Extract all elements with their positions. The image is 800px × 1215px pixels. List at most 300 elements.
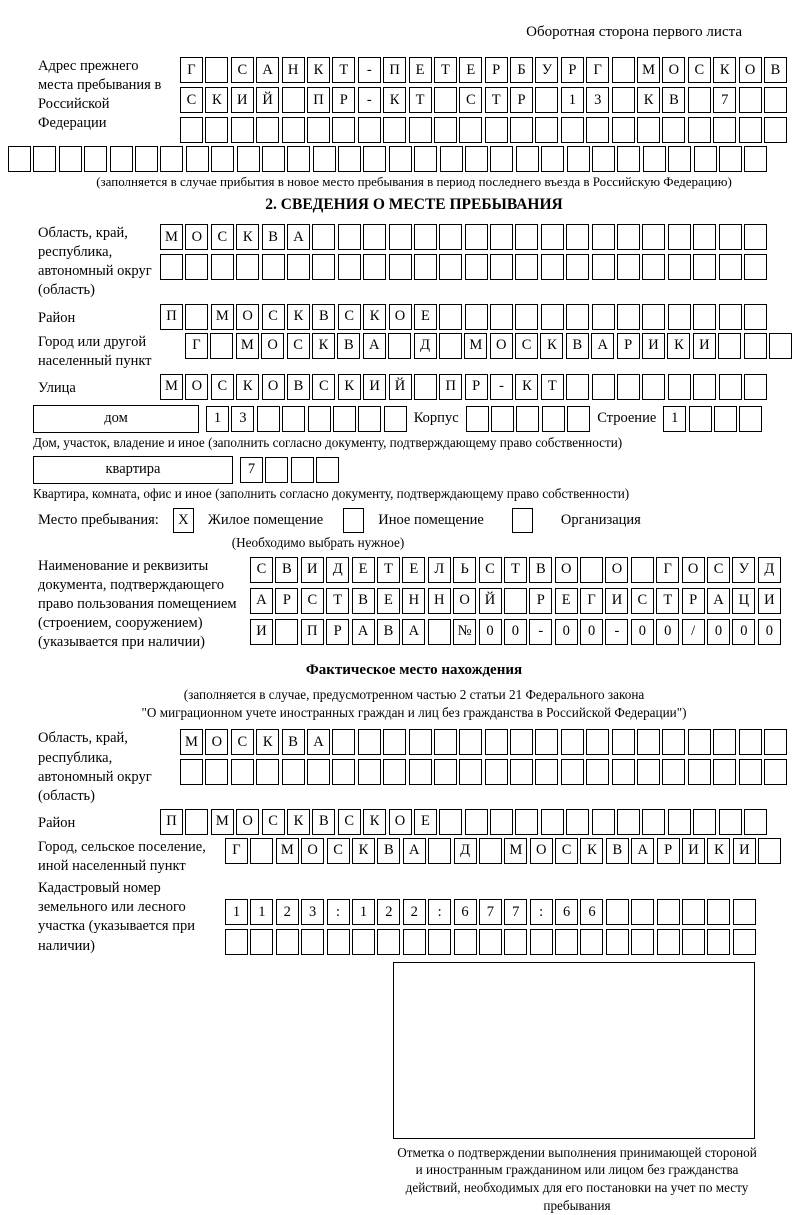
char-cell[interactable]	[307, 117, 330, 143]
char-cell[interactable]: -	[529, 619, 552, 645]
char-cell[interactable]: В	[566, 333, 589, 359]
char-cell[interactable]: Т	[434, 57, 457, 83]
char-cell[interactable]: 0	[580, 619, 603, 645]
char-cell[interactable]: И	[250, 619, 273, 645]
char-cell[interactable]	[186, 146, 209, 172]
char-cell[interactable]	[744, 224, 767, 250]
char-cell[interactable]	[250, 838, 273, 864]
char-cell[interactable]	[358, 759, 381, 785]
char-cell[interactable]	[282, 406, 305, 432]
char-cell[interactable]: В	[377, 838, 400, 864]
char-cell[interactable]	[606, 929, 629, 955]
char-cell[interactable]	[586, 729, 609, 755]
char-cell[interactable]: 6	[555, 899, 578, 925]
char-cell[interactable]	[414, 374, 437, 400]
char-cell[interactable]: Р	[561, 57, 584, 83]
char-cell[interactable]	[612, 117, 635, 143]
char-cell[interactable]	[276, 929, 299, 955]
char-cell[interactable]	[459, 759, 482, 785]
char-cell[interactable]: Г	[656, 557, 679, 583]
char-cell[interactable]	[606, 899, 629, 925]
char-cell[interactable]	[739, 406, 762, 432]
char-cell[interactable]: М	[637, 57, 660, 83]
char-cell[interactable]: К	[707, 838, 730, 864]
char-cell[interactable]: В	[662, 87, 685, 113]
char-cell[interactable]: В	[529, 557, 552, 583]
char-cell[interactable]	[541, 304, 564, 330]
char-cell[interactable]: Т	[541, 374, 564, 400]
char-cell[interactable]	[434, 759, 457, 785]
char-cell[interactable]	[515, 254, 538, 280]
char-cell[interactable]: О	[453, 588, 476, 614]
char-cell[interactable]	[389, 224, 412, 250]
char-cell[interactable]: М	[504, 838, 527, 864]
char-cell[interactable]	[567, 406, 590, 432]
char-cell[interactable]	[643, 146, 666, 172]
char-cell[interactable]: Й	[389, 374, 412, 400]
char-cell[interactable]: Ь	[453, 557, 476, 583]
char-cell[interactable]	[210, 333, 233, 359]
char-cell[interactable]: У	[535, 57, 558, 83]
char-cell[interactable]: Н	[428, 588, 451, 614]
char-cell[interactable]	[617, 146, 640, 172]
char-cell[interactable]	[59, 146, 82, 172]
char-cell[interactable]	[439, 333, 462, 359]
char-cell[interactable]: :	[530, 899, 553, 925]
char-cell[interactable]	[504, 588, 527, 614]
char-cell[interactable]: Т	[326, 588, 349, 614]
char-cell[interactable]	[592, 146, 615, 172]
char-cell[interactable]	[363, 254, 386, 280]
char-cell[interactable]	[682, 929, 705, 955]
char-cell[interactable]	[428, 929, 451, 955]
char-cell[interactable]: И	[758, 588, 781, 614]
char-cell[interactable]: И	[682, 838, 705, 864]
char-cell[interactable]	[693, 224, 716, 250]
char-cell[interactable]: А	[307, 729, 330, 755]
char-cell[interactable]: К	[383, 87, 406, 113]
char-cell[interactable]: Е	[352, 557, 375, 583]
char-cell[interactable]	[490, 809, 513, 835]
char-cell[interactable]	[434, 117, 457, 143]
char-cell[interactable]	[485, 117, 508, 143]
char-cell[interactable]	[541, 254, 564, 280]
char-cell[interactable]: О	[530, 838, 553, 864]
char-cell[interactable]: 2	[377, 899, 400, 925]
char-cell[interactable]: М	[180, 729, 203, 755]
char-cell[interactable]: С	[327, 838, 350, 864]
char-cell[interactable]	[490, 304, 513, 330]
char-cell[interactable]: А	[363, 333, 386, 359]
char-cell[interactable]: М	[276, 838, 299, 864]
char-cell[interactable]	[389, 254, 412, 280]
char-cell[interactable]: У	[732, 557, 755, 583]
char-cell[interactable]	[668, 809, 691, 835]
char-cell[interactable]: О	[389, 809, 412, 835]
char-cell[interactable]	[637, 729, 660, 755]
char-cell[interactable]	[262, 146, 285, 172]
char-cell[interactable]	[282, 759, 305, 785]
char-cell[interactable]: К	[236, 374, 259, 400]
char-cell[interactable]: К	[352, 838, 375, 864]
char-cell[interactable]	[642, 809, 665, 835]
char-cell[interactable]	[617, 374, 640, 400]
char-cell[interactable]: 1	[663, 406, 686, 432]
char-cell[interactable]: Д	[326, 557, 349, 583]
char-cell[interactable]	[617, 254, 640, 280]
char-cell[interactable]: Е	[414, 304, 437, 330]
char-cell[interactable]: М	[160, 374, 183, 400]
char-cell[interactable]	[561, 759, 584, 785]
char-cell[interactable]	[764, 759, 787, 785]
char-cell[interactable]	[631, 929, 654, 955]
char-cell[interactable]: 3	[301, 899, 324, 925]
char-cell[interactable]	[566, 254, 589, 280]
char-cell[interactable]: В	[282, 729, 305, 755]
char-cell[interactable]: Н	[282, 57, 305, 83]
char-cell[interactable]: С	[515, 333, 538, 359]
char-cell[interactable]: А	[402, 619, 425, 645]
char-cell[interactable]	[668, 254, 691, 280]
char-cell[interactable]: -	[358, 57, 381, 83]
char-cell[interactable]	[515, 809, 538, 835]
char-cell[interactable]	[504, 929, 527, 955]
char-cell[interactable]: 7	[713, 87, 736, 113]
char-cell[interactable]: В	[287, 374, 310, 400]
char-cell[interactable]: С	[231, 57, 254, 83]
char-cell[interactable]: П	[439, 374, 462, 400]
char-cell[interactable]: С	[231, 729, 254, 755]
char-cell[interactable]: Т	[485, 87, 508, 113]
char-cell[interactable]: А	[403, 838, 426, 864]
char-cell[interactable]	[567, 146, 590, 172]
char-cell[interactable]	[160, 254, 183, 280]
char-cell[interactable]: 3	[586, 87, 609, 113]
char-cell[interactable]	[389, 146, 412, 172]
char-cell[interactable]: И	[733, 838, 756, 864]
char-cell[interactable]	[688, 729, 711, 755]
char-cell[interactable]: М	[236, 333, 259, 359]
char-cell[interactable]	[515, 224, 538, 250]
char-cell[interactable]	[744, 146, 767, 172]
char-cell[interactable]: И	[605, 588, 628, 614]
char-cell[interactable]	[282, 87, 305, 113]
char-cell[interactable]	[84, 146, 107, 172]
char-cell[interactable]: С	[250, 557, 273, 583]
char-cell[interactable]	[510, 117, 533, 143]
char-cell[interactable]: Р	[617, 333, 640, 359]
char-cell[interactable]: И	[301, 557, 324, 583]
char-cell[interactable]	[586, 117, 609, 143]
char-cell[interactable]	[516, 406, 539, 432]
char-cell[interactable]: К	[363, 809, 386, 835]
char-cell[interactable]	[383, 759, 406, 785]
char-cell[interactable]	[744, 254, 767, 280]
char-cell[interactable]: И	[693, 333, 716, 359]
char-cell[interactable]: О	[185, 224, 208, 250]
char-cell[interactable]	[769, 333, 792, 359]
char-cell[interactable]	[440, 146, 463, 172]
char-cell[interactable]	[491, 406, 514, 432]
char-cell[interactable]	[566, 224, 589, 250]
char-cell[interactable]	[205, 57, 228, 83]
char-cell[interactable]: С	[631, 588, 654, 614]
char-cell[interactable]	[668, 146, 691, 172]
char-cell[interactable]	[275, 619, 298, 645]
char-cell[interactable]	[439, 304, 462, 330]
char-cell[interactable]	[256, 759, 279, 785]
char-cell[interactable]: В	[377, 619, 400, 645]
char-cell[interactable]: О	[301, 838, 324, 864]
char-cell[interactable]	[542, 406, 565, 432]
char-cell[interactable]	[580, 929, 603, 955]
char-cell[interactable]: К	[338, 374, 361, 400]
char-cell[interactable]	[265, 457, 288, 483]
char-cell[interactable]	[689, 406, 712, 432]
char-cell[interactable]: 6	[454, 899, 477, 925]
char-cell[interactable]	[383, 117, 406, 143]
char-cell[interactable]	[180, 117, 203, 143]
char-cell[interactable]	[612, 729, 635, 755]
char-cell[interactable]	[466, 406, 489, 432]
char-cell[interactable]: С	[555, 838, 578, 864]
char-cell[interactable]: /	[682, 619, 705, 645]
char-cell[interactable]	[612, 87, 635, 113]
char-cell[interactable]	[301, 929, 324, 955]
char-cell[interactable]	[439, 254, 462, 280]
char-cell[interactable]: С	[459, 87, 482, 113]
char-cell[interactable]	[383, 729, 406, 755]
char-cell[interactable]	[662, 759, 685, 785]
char-cell[interactable]: К	[312, 333, 335, 359]
char-cell[interactable]	[744, 333, 767, 359]
char-cell[interactable]	[739, 729, 762, 755]
char-cell[interactable]	[516, 146, 539, 172]
char-cell[interactable]: -	[358, 87, 381, 113]
char-cell[interactable]: Е	[414, 809, 437, 835]
char-cell[interactable]	[205, 759, 228, 785]
char-cell[interactable]	[352, 929, 375, 955]
char-cell[interactable]	[33, 146, 56, 172]
char-cell[interactable]	[225, 929, 248, 955]
char-cell[interactable]	[668, 304, 691, 330]
char-cell[interactable]	[592, 254, 615, 280]
char-cell[interactable]	[282, 117, 305, 143]
char-cell[interactable]: -	[490, 374, 513, 400]
char-cell[interactable]: К	[307, 57, 330, 83]
char-cell[interactable]	[586, 759, 609, 785]
char-cell[interactable]: С	[180, 87, 203, 113]
char-cell[interactable]	[312, 254, 335, 280]
char-cell[interactable]: О	[555, 557, 578, 583]
char-cell[interactable]	[642, 374, 665, 400]
char-cell[interactable]: В	[352, 588, 375, 614]
char-cell[interactable]	[566, 809, 589, 835]
char-cell[interactable]: К	[667, 333, 690, 359]
char-cell[interactable]: Е	[459, 57, 482, 83]
char-cell[interactable]	[454, 929, 477, 955]
char-cell[interactable]: О	[662, 57, 685, 83]
char-cell[interactable]: М	[211, 809, 234, 835]
char-cell[interactable]	[668, 224, 691, 250]
char-cell[interactable]	[535, 759, 558, 785]
stay-type-checkbox-residential[interactable]: X	[173, 508, 194, 533]
char-cell[interactable]: К	[540, 333, 563, 359]
char-cell[interactable]	[333, 406, 356, 432]
char-cell[interactable]: В	[606, 838, 629, 864]
char-cell[interactable]	[510, 729, 533, 755]
char-cell[interactable]: Т	[377, 557, 400, 583]
char-cell[interactable]	[308, 406, 331, 432]
char-cell[interactable]: О	[261, 333, 284, 359]
char-cell[interactable]: В	[275, 557, 298, 583]
char-cell[interactable]	[414, 146, 437, 172]
char-cell[interactable]	[485, 729, 508, 755]
char-cell[interactable]: 6	[580, 899, 603, 925]
char-cell[interactable]	[211, 146, 234, 172]
char-cell[interactable]: Й	[479, 588, 502, 614]
char-cell[interactable]: Г	[580, 588, 603, 614]
char-cell[interactable]: П	[307, 87, 330, 113]
char-cell[interactable]	[384, 406, 407, 432]
char-cell[interactable]	[561, 117, 584, 143]
char-cell[interactable]: И	[363, 374, 386, 400]
char-cell[interactable]	[237, 146, 260, 172]
char-cell[interactable]	[439, 809, 462, 835]
char-cell[interactable]	[185, 304, 208, 330]
char-cell[interactable]	[688, 759, 711, 785]
char-cell[interactable]	[377, 929, 400, 955]
char-cell[interactable]	[287, 146, 310, 172]
char-cell[interactable]	[479, 929, 502, 955]
char-cell[interactable]: 7	[240, 457, 263, 483]
char-cell[interactable]	[465, 304, 488, 330]
char-cell[interactable]	[566, 374, 589, 400]
char-cell[interactable]	[327, 929, 350, 955]
char-cell[interactable]: К	[580, 838, 603, 864]
char-cell[interactable]: 1	[206, 406, 229, 432]
char-cell[interactable]: :	[428, 899, 451, 925]
char-cell[interactable]: С	[707, 557, 730, 583]
char-cell[interactable]: К	[287, 304, 310, 330]
char-cell[interactable]	[205, 117, 228, 143]
char-cell[interactable]: О	[739, 57, 762, 83]
char-cell[interactable]	[262, 254, 285, 280]
char-cell[interactable]: Е	[555, 588, 578, 614]
char-cell[interactable]	[555, 929, 578, 955]
char-cell[interactable]	[256, 117, 279, 143]
char-cell[interactable]: 1	[250, 899, 273, 925]
char-cell[interactable]	[287, 254, 310, 280]
char-cell[interactable]	[231, 117, 254, 143]
char-cell[interactable]: Т	[504, 557, 527, 583]
char-cell[interactable]: 0	[504, 619, 527, 645]
char-cell[interactable]	[535, 729, 558, 755]
char-cell[interactable]	[707, 929, 730, 955]
char-cell[interactable]: Р	[682, 588, 705, 614]
char-cell[interactable]: В	[312, 304, 335, 330]
char-cell[interactable]	[719, 304, 742, 330]
char-cell[interactable]: 0	[732, 619, 755, 645]
char-cell[interactable]: С	[479, 557, 502, 583]
char-cell[interactable]: К	[205, 87, 228, 113]
char-cell[interactable]: А	[591, 333, 614, 359]
char-cell[interactable]: 0	[631, 619, 654, 645]
char-cell[interactable]: С	[287, 333, 310, 359]
char-cell[interactable]	[428, 619, 451, 645]
char-cell[interactable]	[135, 146, 158, 172]
char-cell[interactable]	[693, 809, 716, 835]
char-cell[interactable]	[719, 374, 742, 400]
char-cell[interactable]	[541, 146, 564, 172]
char-cell[interactable]	[694, 146, 717, 172]
char-cell[interactable]: Р	[657, 838, 680, 864]
char-cell[interactable]: А	[352, 619, 375, 645]
char-cell[interactable]: Р	[326, 619, 349, 645]
char-cell[interactable]: М	[160, 224, 183, 250]
char-cell[interactable]	[291, 457, 314, 483]
char-cell[interactable]	[332, 729, 355, 755]
char-cell[interactable]: Е	[402, 557, 425, 583]
char-cell[interactable]	[739, 759, 762, 785]
char-cell[interactable]	[465, 809, 488, 835]
char-cell[interactable]	[459, 117, 482, 143]
char-cell[interactable]	[490, 146, 513, 172]
char-cell[interactable]: А	[707, 588, 730, 614]
char-cell[interactable]	[580, 557, 603, 583]
char-cell[interactable]: О	[236, 304, 259, 330]
char-cell[interactable]: П	[383, 57, 406, 83]
char-cell[interactable]	[714, 406, 737, 432]
char-cell[interactable]	[535, 117, 558, 143]
char-cell[interactable]	[719, 809, 742, 835]
char-cell[interactable]	[744, 304, 767, 330]
char-cell[interactable]	[338, 224, 361, 250]
char-cell[interactable]: О	[262, 374, 285, 400]
char-cell[interactable]	[250, 929, 273, 955]
char-cell[interactable]	[185, 254, 208, 280]
char-cell[interactable]	[465, 224, 488, 250]
char-cell[interactable]	[388, 333, 411, 359]
char-cell[interactable]	[8, 146, 31, 172]
char-cell[interactable]: 7	[504, 899, 527, 925]
char-cell[interactable]	[693, 254, 716, 280]
char-cell[interactable]	[363, 224, 386, 250]
char-cell[interactable]: Т	[409, 87, 432, 113]
char-cell[interactable]: 0	[656, 619, 679, 645]
char-cell[interactable]: В	[337, 333, 360, 359]
char-cell[interactable]: С	[262, 304, 285, 330]
char-cell[interactable]	[465, 254, 488, 280]
char-cell[interactable]	[535, 87, 558, 113]
char-cell[interactable]	[682, 899, 705, 925]
char-cell[interactable]: М	[464, 333, 487, 359]
char-cell[interactable]: С	[301, 588, 324, 614]
char-cell[interactable]: К	[363, 304, 386, 330]
char-cell[interactable]: В	[764, 57, 787, 83]
char-cell[interactable]: :	[327, 899, 350, 925]
char-cell[interactable]	[434, 87, 457, 113]
char-cell[interactable]	[642, 224, 665, 250]
char-cell[interactable]: П	[301, 619, 324, 645]
char-cell[interactable]: К	[236, 224, 259, 250]
char-cell[interactable]: О	[682, 557, 705, 583]
char-cell[interactable]	[313, 146, 336, 172]
char-cell[interactable]: Г	[586, 57, 609, 83]
char-cell[interactable]: М	[211, 304, 234, 330]
char-cell[interactable]	[688, 87, 711, 113]
char-cell[interactable]: А	[287, 224, 310, 250]
